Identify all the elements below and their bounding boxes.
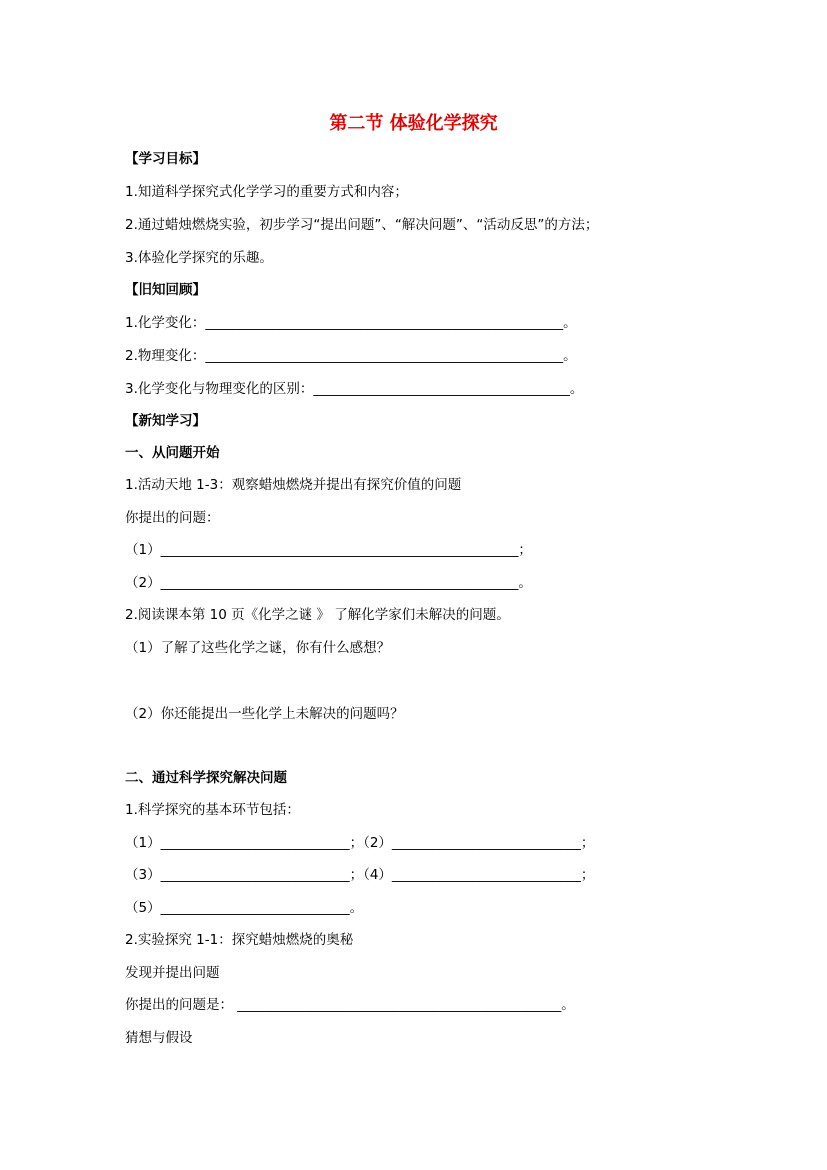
page-title: 第二节 体验化学探究 [329, 113, 498, 134]
part2-experiment-title: 2.实验探究 1-1：探究蜡烛燃烧的奥秘 [125, 932, 354, 948]
part1-reflection-question-2: （2）你还能提出一些化学上未解决的问题吗？ [125, 706, 404, 722]
part2-title: 二、通过科学探究解决问题 [125, 770, 287, 786]
part2-steps-intro: 1.科学探究的基本环节包括： [125, 802, 300, 818]
part1-title: 一、从问题开始 [125, 445, 220, 461]
review-item-3: 3.化学变化与物理变化的区别：______________________________________。 [125, 381, 584, 397]
review-item-1: 1.化学变化：_____________________________________________________。 [125, 315, 577, 331]
part2-steps-row-2: （3）____________________________；（4）____________________________； [125, 867, 595, 883]
part2-steps-row-3: （5）____________________________。 [125, 900, 364, 916]
part2-steps-row-1: （1）____________________________；（2）____________________________； [125, 835, 595, 851]
objective-item-3: 3.体验化学探究的乐趣。 [125, 250, 273, 266]
part1-question-1-blank: （1）_____________________________________________________； [125, 542, 532, 558]
part2-your-question-blank: 你提出的问题是： ________________________________________________。 [125, 997, 575, 1013]
part1-activity: 1.活动天地 1-3：观察蜡烛燃烧并提出有探究价值的问题 [125, 477, 462, 493]
objectives-heading: 【学习目标】 [125, 151, 206, 167]
part2-hypothesis-heading: 猜想与假设 [125, 1030, 193, 1046]
new-learning-heading: 【新知学习】 [125, 413, 206, 429]
part2-discover-heading: 发现并提出问题 [125, 965, 220, 981]
review-heading: 【旧知回顾】 [125, 282, 206, 298]
part1-your-questions-label: 你提出的问题： [125, 510, 220, 526]
part1-reading-task: 2.阅读课本第 10 页《化学之谜 》 了解化学家们未解决的问题。 [125, 607, 510, 623]
objective-item-2: 2.通过蜡烛燃烧实验，初步学习“提出问题”、“解决问题”、“活动反思”的方法； [125, 217, 599, 233]
part1-question-2-blank: （2）_____________________________________________________。 [125, 575, 532, 591]
review-item-2: 2.物理变化：_____________________________________________________。 [125, 348, 577, 364]
objective-item-1: 1.知道科学探究式化学学习的重要方式和内容； [125, 184, 408, 200]
part1-reflection-question-1: （1）了解了这些化学之谜，你有什么感想？ [125, 640, 391, 656]
